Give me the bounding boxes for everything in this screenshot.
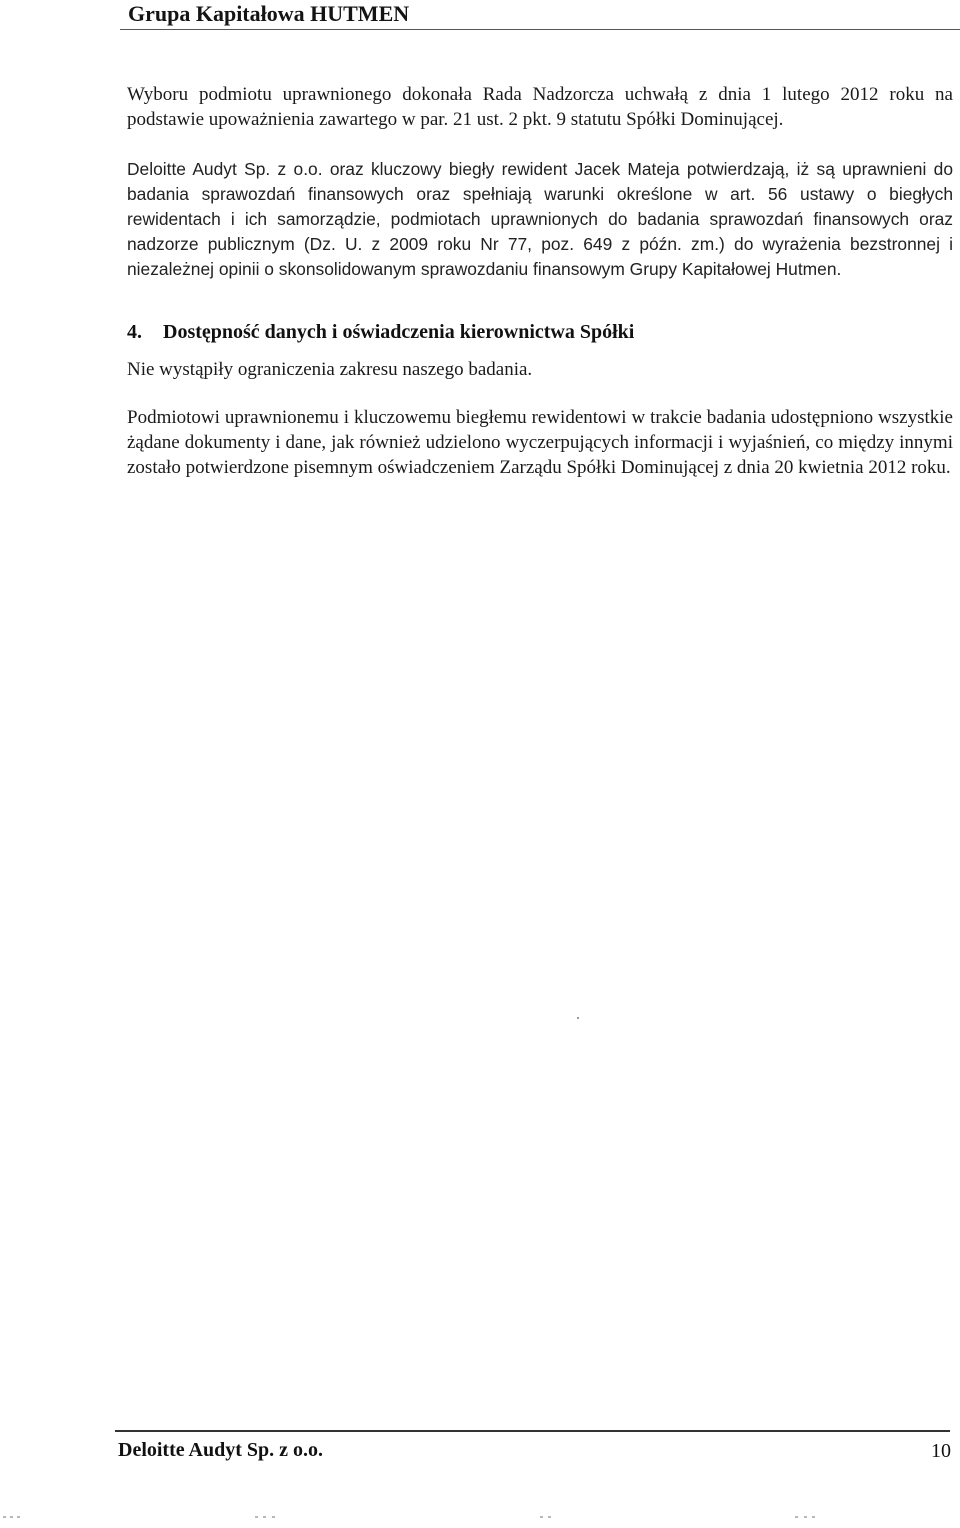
section-heading — [127, 319, 953, 345]
section-number: 4. — [127, 321, 142, 343]
header-divider — [120, 29, 960, 30]
scan-speck — [577, 1017, 579, 1019]
page-number: 10 — [931, 1440, 951, 1462]
footer-company: Deloitte Audyt Sp. z o.o. — [118, 1439, 323, 1461]
page-footer — [115, 1430, 955, 1470]
footer-divider — [115, 1430, 950, 1432]
paragraph-auditor-confirmation: Deloitte Audyt Sp. z o.o. oraz kluczowy biegły rewident Jacek Mateja potwierdzają, iż są uprawnieni do badania sprawozdań finansowych oraz spełniają warunki określone w art. 56 ustawy o biegłych rewidentach i ich samorządzie, podmiotach uprawnionych do badania sprawozdań finansowych oraz nadzorze publicznym (Dz. U. z 2009 roku Nr 77, poz. 649 z późn. zm.) do wyrażenia bezstronnej i niezależnej opinii o skonsolidowanym sprawozdaniu finansowym Grupy Kapitałowej Hutmen. — [127, 159, 953, 279]
page-header — [128, 0, 948, 30]
header-title: Grupa Kapitałowa HUTMEN — [128, 1, 410, 26]
document-body — [127, 82, 953, 480]
paragraph-scope-limitations: Nie wystąpiły ograniczenia zakresu naszego badania. — [127, 359, 533, 380]
scan-edge-artifacts — [0, 1516, 960, 1526]
paragraph-data-availability: Podmiotowi uprawnionemu i kluczowemu biegłemu rewidentowi w trakcie badania udostępniono wszystkie żądane dokumenty i dane, jak również udzielono wyczerpujących informacji i wyjaśnień, co między innymi zostało potwierdzone pisemnym oświadczeniem Zarządu Spółki Dominującej z dnia 20 kwietnia 2012 roku. — [127, 407, 953, 478]
paragraph-auditor-selection: Wyboru podmiotu uprawnionego dokonała Rada Nadzorcza uchwałą z dnia 1 lutego 2012 roku na podstawie upoważnienia zawartego w par. 21 ust. 2 pkt. 9 statutu Spółki Dominującej. — [127, 84, 953, 130]
section-title: Dostępność danych i oświadczenia kierownictwa Spółki — [163, 321, 635, 343]
